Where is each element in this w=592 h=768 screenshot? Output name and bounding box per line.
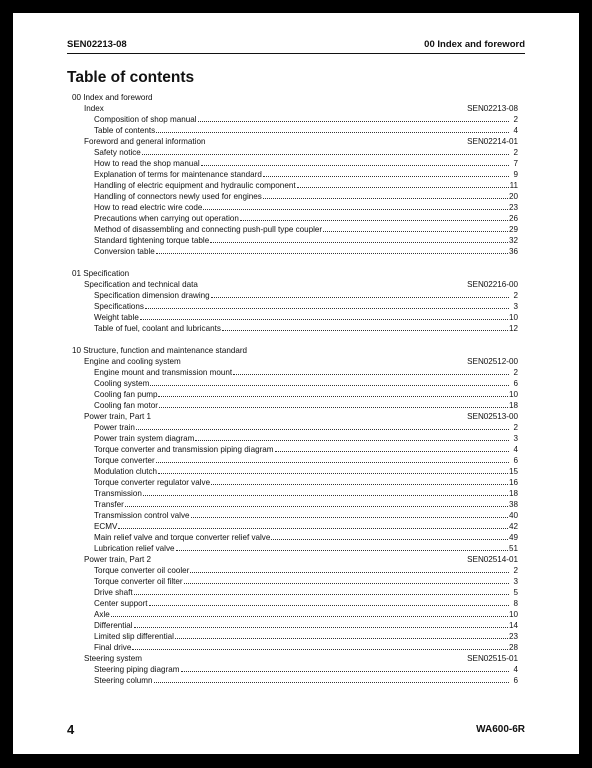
toc-entry[interactable] bbox=[72, 114, 518, 125]
toc-entry-title: Specification dimension drawing bbox=[94, 291, 210, 300]
toc-entry-title: Power train system diagram bbox=[94, 434, 195, 443]
footer-model: WA600-6R bbox=[476, 724, 525, 735]
toc-entry-page: 32 bbox=[508, 236, 518, 245]
dot-leader bbox=[159, 407, 508, 408]
toc-entry-title: Power train bbox=[94, 423, 135, 432]
toc-entry[interactable] bbox=[72, 202, 518, 213]
dot-leader bbox=[176, 550, 508, 551]
toc-entry[interactable] bbox=[72, 224, 518, 235]
toc-entry[interactable] bbox=[72, 444, 518, 455]
toc-entry-page: 6 bbox=[513, 456, 518, 465]
toc-entry-title: Limited slip differential bbox=[94, 632, 174, 641]
dot-leader bbox=[271, 539, 508, 540]
toc-entry[interactable] bbox=[72, 312, 518, 323]
toc-entry-page: 11 bbox=[509, 181, 518, 190]
toc-entry-title: Weight table bbox=[94, 313, 139, 322]
section-title: 00 Index and foreword bbox=[72, 93, 153, 102]
toc-entry-title: Precautions when carrying out operation bbox=[94, 214, 239, 223]
toc-entry[interactable] bbox=[72, 147, 518, 158]
toc-entry-title: Lubrication relief valve bbox=[94, 544, 175, 553]
toc-entry-page: 38 bbox=[508, 500, 518, 509]
toc-entry-title: Steering column bbox=[94, 676, 153, 685]
dot-leader bbox=[132, 649, 508, 650]
toc-entry-title: Differential bbox=[94, 621, 133, 630]
toc-entry-title: Transmission control valve bbox=[94, 511, 190, 520]
toc-entry[interactable] bbox=[72, 631, 518, 642]
toc-entry[interactable] bbox=[72, 301, 518, 312]
dot-leader bbox=[222, 330, 508, 331]
group-code: SEN02214-01 bbox=[467, 137, 518, 146]
section-spacer bbox=[72, 334, 518, 345]
dot-leader bbox=[150, 385, 509, 386]
toc-entry-page: 2 bbox=[513, 566, 518, 575]
toc-entry[interactable] bbox=[72, 455, 518, 466]
toc-entry-page: 6 bbox=[513, 379, 518, 388]
toc-entry-title: Axle bbox=[94, 610, 110, 619]
section-title: 10 Structure, function and maintenance standard bbox=[72, 346, 248, 355]
dot-leader bbox=[134, 594, 509, 595]
toc-entry[interactable] bbox=[72, 565, 518, 576]
dot-leader bbox=[111, 616, 508, 617]
toc-entry-page: 3 bbox=[513, 577, 518, 586]
toc-entry[interactable] bbox=[72, 466, 518, 477]
toc-entry[interactable] bbox=[72, 235, 518, 246]
toc-entry-page: 14 bbox=[508, 621, 518, 630]
toc-entry[interactable] bbox=[72, 543, 518, 554]
toc-entry-page: 2 bbox=[513, 148, 518, 157]
dot-leader bbox=[156, 132, 509, 133]
dot-leader bbox=[136, 429, 509, 430]
toc-entry-page: 5 bbox=[513, 588, 518, 597]
toc-entry-page: 23 bbox=[508, 203, 518, 212]
toc-entry-page: 12 bbox=[508, 324, 518, 333]
toc-entry-page: 29 bbox=[508, 225, 518, 234]
dot-leader bbox=[191, 517, 508, 518]
dot-leader bbox=[190, 572, 509, 573]
dot-leader bbox=[175, 638, 508, 639]
dot-leader bbox=[203, 209, 508, 210]
toc-entry[interactable] bbox=[72, 400, 518, 411]
dot-leader bbox=[263, 198, 508, 199]
toc-entry-title: Transmission bbox=[94, 489, 142, 498]
toc-entry[interactable] bbox=[72, 488, 518, 499]
toc-entry[interactable] bbox=[72, 378, 518, 389]
toc-entry-title: Cooling fan motor bbox=[94, 401, 158, 410]
dot-leader bbox=[211, 297, 509, 298]
toc-entry-page: 6 bbox=[513, 676, 518, 685]
dot-leader bbox=[323, 231, 508, 232]
dot-leader bbox=[140, 319, 508, 320]
group-title: Power train, Part 1 bbox=[84, 412, 152, 421]
group-row bbox=[72, 279, 518, 290]
toc-entry-page: 51 bbox=[508, 544, 518, 553]
group-row bbox=[72, 411, 518, 422]
dot-leader bbox=[154, 682, 510, 683]
dot-leader bbox=[149, 605, 509, 606]
group-code: SEN02213-08 bbox=[467, 104, 518, 113]
toc-entry-page: 18 bbox=[508, 489, 518, 498]
toc-entry[interactable] bbox=[72, 576, 518, 587]
toc-entry[interactable] bbox=[72, 367, 518, 378]
dot-leader bbox=[142, 154, 509, 155]
dot-leader bbox=[201, 165, 509, 166]
toc-entry[interactable] bbox=[72, 521, 518, 532]
toc-entry-title: Handling of electric equipment and hydraulic component bbox=[94, 181, 296, 190]
dot-leader bbox=[275, 451, 509, 452]
group-row bbox=[72, 356, 518, 367]
dot-leader bbox=[184, 583, 509, 584]
toc-entry-title: How to read the shop manual bbox=[94, 159, 200, 168]
toc-entry[interactable] bbox=[72, 675, 518, 686]
toc-entry[interactable] bbox=[72, 477, 518, 488]
toc-entry-page: 2 bbox=[513, 291, 518, 300]
dot-leader bbox=[211, 484, 508, 485]
group-row bbox=[72, 554, 518, 565]
toc-entry-page: 18 bbox=[508, 401, 518, 410]
toc-entry-page: 2 bbox=[513, 368, 518, 377]
toc-entry-title: Table of contents bbox=[94, 126, 156, 135]
toc-entry-title: How to read electric wire code bbox=[94, 203, 203, 212]
toc-entry-page: 3 bbox=[513, 302, 518, 311]
toc-entry-title: Table of fuel, coolant and lubricants bbox=[94, 324, 221, 333]
dot-leader bbox=[195, 440, 509, 441]
toc-entry-title: Torque converter oil filter bbox=[94, 577, 183, 586]
group-code: SEN02216-00 bbox=[467, 280, 518, 289]
toc-entry-title: Specifications bbox=[94, 302, 144, 311]
toc-entry[interactable] bbox=[72, 389, 518, 400]
group-title: Engine and cooling system bbox=[84, 357, 181, 366]
document-page bbox=[13, 13, 579, 754]
dot-leader bbox=[181, 671, 510, 672]
toc-entry[interactable] bbox=[72, 433, 518, 444]
toc-entry[interactable] bbox=[72, 499, 518, 510]
toc-entry-page: 16 bbox=[508, 478, 518, 487]
footer-page-number: 4 bbox=[67, 722, 75, 737]
header-rule bbox=[67, 53, 525, 54]
toc-entry[interactable] bbox=[72, 609, 518, 620]
group-title: Specification and technical data bbox=[84, 280, 198, 289]
toc-entry-title: Torque converter oil cooler bbox=[94, 566, 190, 575]
toc-entry[interactable] bbox=[72, 510, 518, 521]
group-title: Index bbox=[84, 104, 104, 113]
group-title: Foreword and general information bbox=[84, 137, 206, 146]
toc-entry-title: Explanation of terms for maintenance standard bbox=[94, 170, 262, 179]
dot-leader bbox=[134, 627, 508, 628]
toc-entry[interactable] bbox=[72, 158, 518, 169]
table-of-contents bbox=[72, 92, 518, 686]
toc-entry-title: Drive shaft bbox=[94, 588, 133, 597]
toc-entry-page: 49 bbox=[508, 533, 518, 542]
dot-leader bbox=[263, 176, 509, 177]
toc-entry-page: 20 bbox=[508, 192, 518, 201]
group-row bbox=[72, 103, 518, 114]
toc-entry-page: 40 bbox=[508, 511, 518, 520]
toc-entry-page: 2 bbox=[513, 115, 518, 124]
toc-entry-title: Torque converter bbox=[94, 456, 155, 465]
dot-leader bbox=[198, 121, 509, 122]
group-code: SEN02512-00 bbox=[467, 357, 518, 366]
toc-entry-title: Composition of shop manual bbox=[94, 115, 197, 124]
dot-leader bbox=[240, 220, 508, 221]
toc-entry-page: 2 bbox=[513, 423, 518, 432]
toc-entry-title: ECMV bbox=[94, 522, 118, 531]
toc-entry-title: Torque converter regulator valve bbox=[94, 478, 211, 487]
dot-leader bbox=[125, 506, 508, 507]
page-title: Table of contents bbox=[67, 69, 195, 86]
toc-entry-title: Cooling fan pump bbox=[94, 390, 158, 399]
toc-entry-title: Cooling system bbox=[94, 379, 150, 388]
toc-entry-page: 10 bbox=[508, 390, 518, 399]
toc-entry-title: Conversion table bbox=[94, 247, 155, 256]
toc-entry[interactable] bbox=[72, 213, 518, 224]
toc-entry-page: 23 bbox=[508, 632, 518, 641]
toc-entry[interactable] bbox=[72, 323, 518, 334]
toc-entry-title: Handling of connectors newly used for engines bbox=[94, 192, 262, 201]
toc-entry-title: Final drive bbox=[94, 643, 132, 652]
toc-entry[interactable] bbox=[72, 191, 518, 202]
toc-entry-page: 26 bbox=[508, 214, 518, 223]
toc-entry-page: 15 bbox=[508, 467, 518, 476]
toc-entry[interactable] bbox=[72, 125, 518, 136]
header-doc-code: SEN02213-08 bbox=[67, 39, 127, 50]
header-section-title: 00 Index and foreword bbox=[424, 39, 525, 50]
toc-entry-page: 28 bbox=[508, 643, 518, 652]
toc-entry-title: Method of disassembling and connecting push-pull type coupler bbox=[94, 225, 323, 234]
toc-entry[interactable] bbox=[72, 598, 518, 609]
toc-entry[interactable] bbox=[72, 169, 518, 180]
toc-entry[interactable] bbox=[72, 532, 518, 543]
dot-leader bbox=[156, 253, 508, 254]
toc-entry-page: 3 bbox=[513, 434, 518, 443]
dot-leader bbox=[210, 242, 508, 243]
toc-entry-title: Torque converter and transmission piping diagram bbox=[94, 445, 274, 454]
toc-entry[interactable] bbox=[72, 587, 518, 598]
group-code: SEN02514-01 bbox=[467, 555, 518, 564]
dot-leader bbox=[118, 528, 508, 529]
toc-entry[interactable] bbox=[72, 664, 518, 675]
toc-entry-page: 36 bbox=[508, 247, 518, 256]
toc-entry-page: 10 bbox=[508, 610, 518, 619]
toc-entry-page: 4 bbox=[513, 665, 518, 674]
group-code: SEN02515-01 bbox=[467, 654, 518, 663]
section-title: 01 Specification bbox=[72, 269, 130, 278]
toc-entry[interactable] bbox=[72, 620, 518, 631]
toc-entry-title: Center support bbox=[94, 599, 148, 608]
toc-entry-title: Steering piping diagram bbox=[94, 665, 180, 674]
toc-entry-title: Safety notice bbox=[94, 148, 141, 157]
toc-entry-title: Engine mount and transmission mount bbox=[94, 368, 233, 377]
dot-leader bbox=[158, 473, 508, 474]
toc-entry[interactable] bbox=[72, 290, 518, 301]
dot-leader bbox=[156, 462, 509, 463]
group-row bbox=[72, 653, 518, 664]
group-row bbox=[72, 136, 518, 147]
group-title: Power train, Part 2 bbox=[84, 555, 152, 564]
toc-entry-page: 42 bbox=[508, 522, 518, 531]
toc-entry[interactable] bbox=[72, 422, 518, 433]
toc-entry-title: Main relief valve and torque converter relief valve bbox=[94, 533, 271, 542]
toc-entry-title: Modulation clutch bbox=[94, 467, 157, 476]
toc-entry-title: Standard tightening torque table bbox=[94, 236, 210, 245]
group-code: SEN02513-00 bbox=[467, 412, 518, 421]
toc-entry-title: Transfer bbox=[94, 500, 124, 509]
toc-entry-page: 7 bbox=[513, 159, 518, 168]
toc-entry-page: 9 bbox=[513, 170, 518, 179]
dot-leader bbox=[145, 308, 509, 309]
toc-entry[interactable] bbox=[72, 180, 518, 191]
dot-leader bbox=[143, 495, 508, 496]
dot-leader bbox=[158, 396, 508, 397]
group-title: Steering system bbox=[84, 654, 143, 663]
toc-entry-page: 8 bbox=[513, 599, 518, 608]
toc-entry-page: 4 bbox=[513, 126, 518, 135]
dot-leader bbox=[297, 187, 509, 188]
toc-entry-page: 4 bbox=[513, 445, 518, 454]
dot-leader bbox=[233, 374, 509, 375]
toc-entry-page: 10 bbox=[508, 313, 518, 322]
toc-entry[interactable] bbox=[72, 642, 518, 653]
section-spacer bbox=[72, 257, 518, 268]
toc-entry[interactable] bbox=[72, 246, 518, 257]
